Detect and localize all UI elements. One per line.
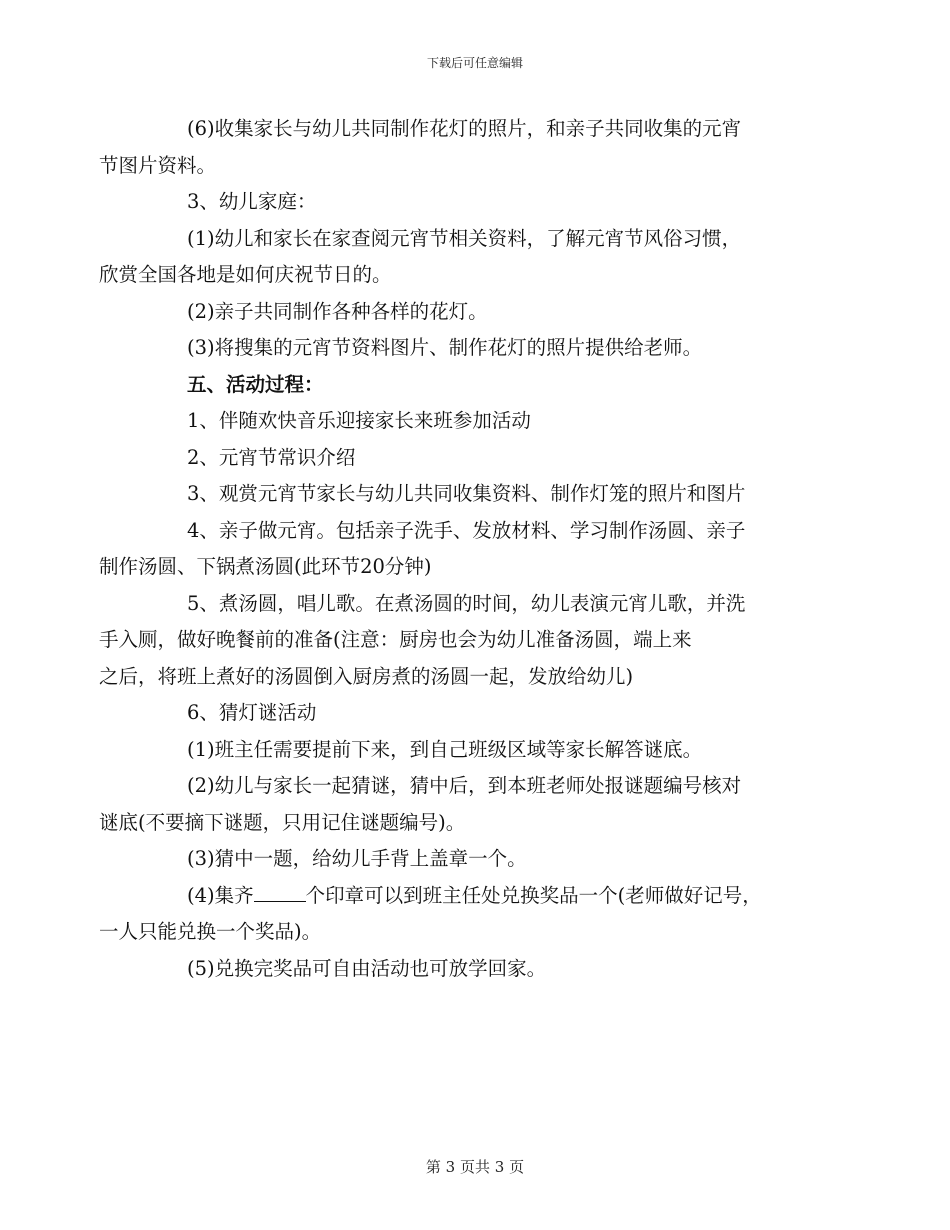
paragraph-line: 4、亲子做元宵。包括亲子洗手、发放材料、学习制作汤圆、亲子: [187, 518, 746, 542]
step-3-view-photos: [143, 476, 810, 513]
paragraph-line: 欣赏全国各地是如何庆祝节日的。: [99, 263, 392, 286]
fill-in-blank: [254, 883, 306, 902]
paragraph-line: 谜底(不要摘下谜题，只用记住谜题编号)。: [99, 810, 466, 834]
riddle-rule-3: [143, 841, 810, 878]
paragraph-line: 6、猜灯谜活动: [187, 701, 317, 724]
riddle-rule-1: [143, 732, 810, 769]
section-3-family: [143, 184, 810, 221]
paragraph-line: (3)猜中一题，给幼儿手背上盖章一个。: [187, 847, 527, 870]
paragraph-line: 1、伴随欢快音乐迎接家长来班参加活动: [187, 409, 531, 432]
paragraph-line: (3)将搜集的元宵节资料图片、制作花灯的照片提供给老师。: [187, 336, 703, 359]
section-heading-activity-process: [143, 367, 810, 404]
step-6-riddles: [143, 695, 810, 732]
paragraph-line: [143, 878, 810, 915]
paragraph-line: (2)亲子共同制作各种各样的花灯。: [187, 299, 488, 323]
paragraph-line: 3、观赏元宵节家长与幼儿共同收集资料、制作灯笼的照片和图片: [187, 482, 746, 505]
paragraph-line: 3、幼儿家庭：: [187, 190, 317, 213]
step-5-cook-tangyuan: [99, 586, 810, 696]
paragraph-line: (1)班主任需要提前下来，到自己班级区域等家长解答谜底。: [187, 737, 703, 761]
page-footer: 第 3 页共 3 页: [425, 1158, 525, 1176]
page-header: 下载后可任意编辑: [426, 56, 523, 70]
paragraph-line: (5)兑换完奖品可自由活动也可放学回家。: [187, 956, 547, 980]
riddle-rule-4: [99, 878, 810, 951]
paragraph-line: 手入厕，做好晚餐前的准备(注意：厨房也会为幼儿准备汤圆，端上来: [99, 628, 692, 651]
paragraph-line: 制作汤圆、下锅煮汤圆(此环节20分钟): [99, 555, 432, 578]
paragraph-6-collect-photos: [99, 111, 810, 184]
document-body: [99, 111, 810, 987]
paragraph-1-research: [99, 221, 810, 294]
step-2-intro: [143, 440, 810, 477]
paragraph-line: 2、元宵节常识介绍: [187, 445, 356, 469]
riddle-rule-2: [99, 768, 810, 841]
section-heading: 五、活动过程：: [187, 372, 324, 396]
paragraph-3-provide-materials: [143, 330, 810, 367]
paragraph-line: 之后，将班上煮好的汤圆倒入厨房煮的汤圆一起，发放给幼儿): [99, 664, 634, 688]
riddle-rule-5: [143, 951, 810, 988]
step-1-welcome: [143, 403, 810, 440]
paragraph-line: 节图片资料。: [99, 153, 217, 177]
paragraph-line: (1)幼儿和家长在家查阅元宵节相关资料，了解元宵节风俗习惯，: [187, 226, 742, 250]
text-fragment: (4)集齐: [187, 883, 254, 907]
text-fragment: 个印章可以到班主任处兑换奖品一个(老师做好记号，: [305, 883, 762, 907]
paragraph-line: 一人只能兑换一个奖品)。: [99, 920, 322, 943]
paragraph-line: 5、煮汤圆，唱儿歌。在煮汤圆的时间，幼儿表演元宵儿歌，并洗: [187, 591, 746, 615]
paragraph-line: (6)收集家长与幼儿共同制作花灯的照片，和亲子共同收集的元宵: [187, 117, 742, 140]
paragraph-2-make-lanterns: [143, 294, 810, 331]
step-4-make-yuanxiao: [99, 513, 810, 586]
paragraph-line: (2)幼儿与家长一起猜谜，猜中后，到本班老师处报谜题编号核对: [187, 774, 742, 797]
